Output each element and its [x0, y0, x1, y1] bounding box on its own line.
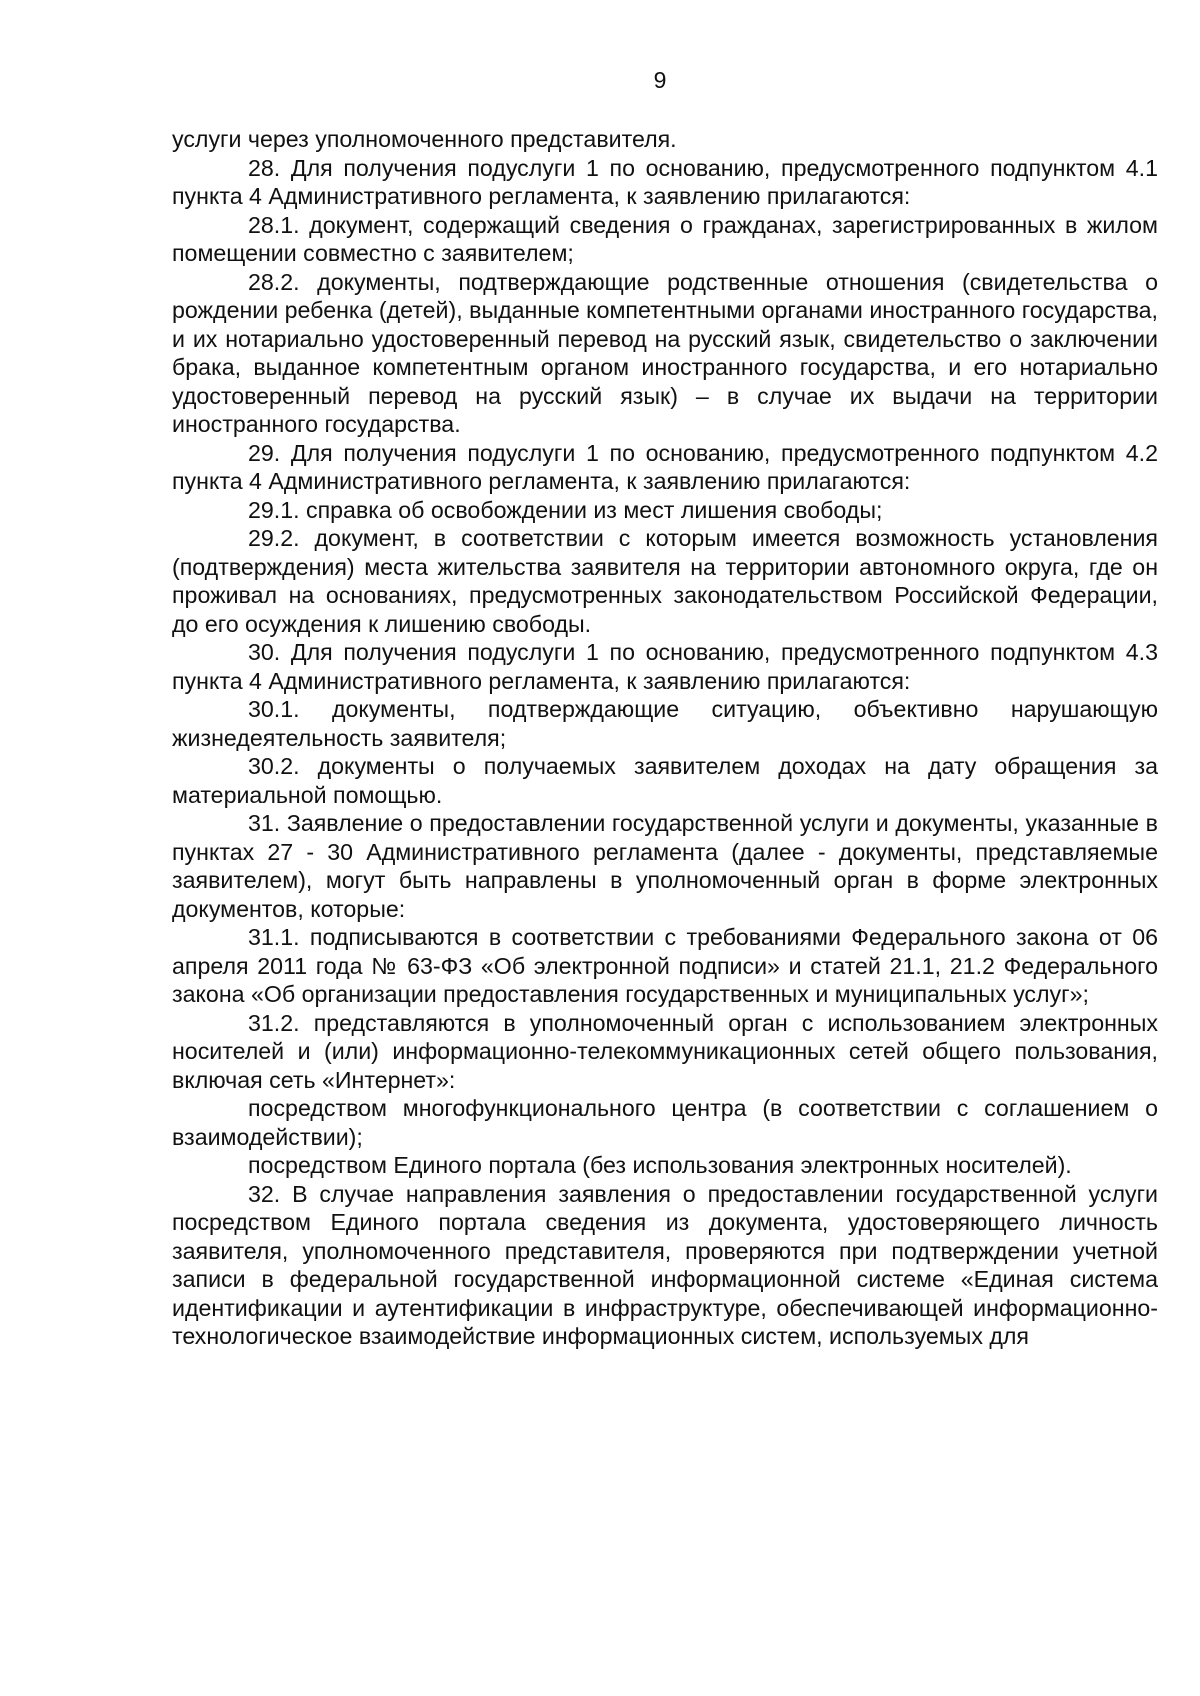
document-body	[172, 125, 1158, 1351]
paragraph: 29.1. справка об освобождении из мест лишения свободы;	[248, 496, 883, 523]
paragraph: 30.1. документы, подтверждающие ситуацию, объективно нарушающую жизнедеятельность заявителя;	[172, 696, 1158, 751]
page-number: 9	[653, 67, 667, 93]
paragraph: 29. Для получения подуслуги 1 по основанию, предусмотренного подпунктом 4.2 пункта 4 Административного регламента, к заявлению прилагаются:	[172, 439, 1158, 494]
paragraph: посредством многофункционального центра (в соответствии с соглашением о взаимодействии);	[172, 1095, 1158, 1150]
paragraph: 30.2. документы о получаемых заявителем доходах на дату обращения за материальной помощью.	[172, 753, 1158, 808]
paragraph: 28.2. документы, подтверждающие родственные отношения (свидетельства о рождении ребенка (детей), выданные компетентными органами иностранного государства, и их нотариально удостоверенный перевод на русский язык, свидетельство о заключении брака, выданное компетентным органом иностранного государства, и его нотариально удостоверенный перевод на русский язык) – в случае их выдачи на территории иностранного государства.	[172, 268, 1158, 437]
paragraph: услуги через уполномоченного представителя.	[172, 126, 677, 152]
paragraph: 31.2. представляются в уполномоченный орган с использованием электронных носителей и (или) информационно-телекоммуникационных сетей общего пользования, включая сеть «Интернет»:	[172, 1009, 1158, 1093]
paragraph: 28.1. документ, содержащий сведения о гражданах, зарегистрированных в жилом помещении совместно с заявителем;	[172, 211, 1158, 266]
paragraph: 31. Заявление о предоставлении государственной услуги и документы, указанные в пунктах 27 - 30 Административного регламента (далее - документы, представляемые заявителем), могут быть направлены в уполномоченный орган в форме электронных документов, которые:	[172, 810, 1158, 922]
paragraph: 32. В случае направления заявления о предоставлении государственной услуги посредством Единого портала сведения из документа, удостоверяющего личность заявителя, уполномоченного представителя, проверяются при подтверждении учетной записи в федеральной государственной информационной системе «Единая система идентификации и аутентификации в инфраструктуре, обеспечивающей информационно-технологическое взаимодействие информационных систем, используемых для	[172, 1180, 1158, 1349]
paragraph: посредством Единого портала (без использования электронных носителей).	[248, 1152, 1072, 1178]
paragraph: 29.2. документ, в соответствии с которым имеется возможность установления (подтверждения) места жительства заявителя на территории автономного округа, где он проживал на основаниях, предусмотренных законодательством Российской Федерации, до его осуждения к лишению свободы.	[172, 525, 1158, 637]
paragraph: 30. Для получения подуслуги 1 по основанию, предусмотренного подпунктом 4.3 пункта 4 Административного регламента, к заявлению прилагаются:	[172, 639, 1158, 694]
paragraph: 28. Для получения подуслуги 1 по основанию, предусмотренного подпунктом 4.1 пункта 4 Административного регламента, к заявлению прилагаются:	[172, 154, 1158, 209]
paragraph: 31.1. подписываются в соответствии с требованиями Федерального закона от 06 апреля 2011 года № 63-ФЗ «Об электронной подписи» и статей 21.1, 21.2 Федерального закона «Об организации предоставления государственных и муниципальных услуг»;	[172, 924, 1158, 1007]
